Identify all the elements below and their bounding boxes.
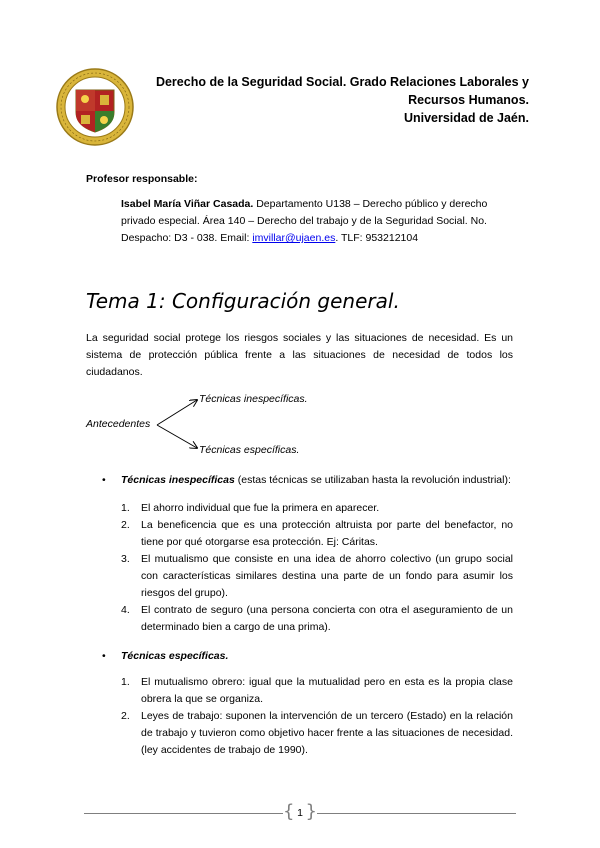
section-2-title: Técnicas específicas. bbox=[121, 650, 229, 662]
list-item bbox=[121, 517, 513, 551]
section-1-note: (estas técnicas se utilizaban hasta la revolución industrial): bbox=[234, 474, 511, 486]
header-line-3: Universidad de Jaén. bbox=[403, 111, 529, 125]
header-line-2: Recursos Humanos. bbox=[408, 93, 529, 107]
diagram-branch-top: Técnicas inespecíficas. bbox=[199, 393, 308, 405]
arrow-to-bottom bbox=[157, 425, 197, 448]
diagram-root-label: Antecedentes bbox=[86, 418, 151, 430]
professor-details: Departamento U138 – Derecho público y derecho privado especial. Área 140 – Derecho del trabajo y de la Seguridad Social. No. Despacho: D3 - 038. Email: bbox=[121, 198, 488, 244]
section-2-list bbox=[121, 674, 513, 759]
list-item-text: El mutualismo que consiste en una idea de ahorro colectivo (un grupo social con características similares destina una parte de un fondo para asumir los riesgos del grupo). bbox=[141, 553, 513, 599]
bullet-icon: • bbox=[102, 474, 106, 486]
list-item bbox=[121, 551, 513, 602]
list-item-number: 1. bbox=[121, 676, 130, 688]
right-brace-icon: } bbox=[305, 801, 317, 822]
bullet-icon: • bbox=[102, 650, 106, 662]
list-item-number: 1. bbox=[121, 502, 130, 514]
list-item-text: Leyes de trabajo: suponen la intervención de un tercero (Estado) en la relación de trabajo y tuvieron como objetivo hacer frente a las situaciones de necesidad. (ley accidentes de trabajo de 1990). bbox=[141, 710, 513, 756]
list-item-text: El contrato de seguro (una persona concierta con otra el aseguramiento de un determinado bien a cargo de una prima). bbox=[141, 604, 513, 633]
list-item-text: La beneficencia que es una protección altruista por parte del benefactor, no tiene por qué otorgarse esa protección. Ej: Cáritas. bbox=[141, 519, 513, 548]
professor-phone: . TLF: 953212104 bbox=[335, 232, 419, 244]
professor-email-link[interactable]: imvillar@ujaen.es bbox=[252, 232, 336, 244]
page-title: Tema 1: Configuración general. bbox=[86, 289, 400, 313]
section-2-heading bbox=[102, 648, 229, 665]
diagram-branch-bottom: Técnicas específicas. bbox=[199, 444, 300, 456]
diagram-arrows bbox=[150, 392, 205, 458]
section-1-title: Técnicas inespecíficas bbox=[121, 474, 235, 486]
document-header bbox=[145, 73, 529, 127]
section-1-heading bbox=[102, 472, 511, 489]
left-brace-icon: { bbox=[283, 801, 295, 822]
header-line-1: Derecho de la Seguridad Social. Grado Relaciones Laborales y bbox=[155, 75, 529, 89]
list-item bbox=[121, 602, 513, 636]
list-item-number: 3. bbox=[121, 553, 130, 565]
list-item-number: 2. bbox=[121, 519, 130, 531]
list-item bbox=[121, 674, 513, 708]
list-item-text: El mutualismo obrero: igual que la mutualidad pero en esta es la propia clase obrera la que se organiza. bbox=[141, 676, 513, 705]
page-number: 1 bbox=[297, 807, 303, 819]
professor-name: Isabel María Viñar Casada. bbox=[121, 198, 254, 210]
page-number-box bbox=[283, 801, 317, 825]
list-item-number: 4. bbox=[121, 604, 130, 616]
intro-paragraph: La seguridad social protege los riesgos sociales y las situaciones de necesidad. Es un sistema de protección pública frente a las situaciones de necesidad de todos los ciudadanos. bbox=[86, 332, 513, 378]
list-item bbox=[121, 500, 513, 517]
professor-info bbox=[121, 196, 513, 247]
section-1-list bbox=[121, 500, 513, 636]
list-item bbox=[121, 708, 513, 759]
university-seal-logo bbox=[56, 68, 134, 146]
professor-label: Profesor responsable: bbox=[86, 173, 198, 185]
list-item-number: 2. bbox=[121, 710, 130, 722]
list-item-text: El ahorro individual que fue la primera en aparecer. bbox=[141, 502, 380, 514]
arrow-to-top bbox=[157, 400, 197, 425]
